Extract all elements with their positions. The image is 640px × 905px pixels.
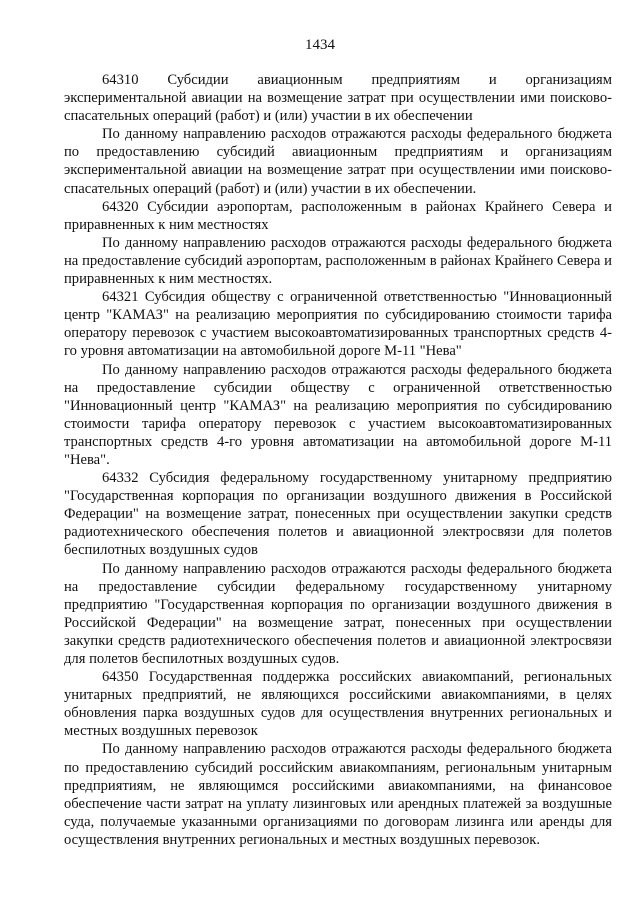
paragraph-64310-title: 64310 Субсидии авиационным предприятиям и организациям экспериментальной авиации на возмещение затрат при осуществлении ими поисково-спасательных операций (работ) и (или) участии в их обеспечении — [64, 72, 612, 125]
document-body — [64, 71, 612, 849]
paragraph-64310-description: По данному направлению расходов отражаются расходы федерального бюджета по предоставлению субсидий авиационным предприятиям и организациям экспериментальной авиации на возмещение затрат при осуществлении ими поисково-спасательных операций (работ) и (или) участии в их обеспечении. — [64, 126, 612, 197]
page-number: 1434 — [305, 37, 335, 53]
paragraph-64321-description: По данному направлению расходов отражаются расходы федерального бюджета на предоставление субсидии обществу с ограниченной ответственностью "Инновационный центр "КАМАЗ" на реализацию мероприятия по субсидированию стоимости тарифа оператору перевозок с участием высокоавтоматизированных транспортных средств 4-го уровня автоматизации на автомобильной дороге М-11 "Нева". — [64, 361, 612, 468]
paragraph-64332-description: По данному направлению расходов отражаются расходы федерального бюджета на предоставление субсидии федеральному государственному унитарному предприятию "Государственная корпорация по организации воздушного движения в Российской Федерации" на возмещение затрат, понесенных при осуществлении закупки средств радиотехнического обеспечения полетов и авиационной электросвязи для полетов беспилотных воздушных судов. — [64, 560, 612, 667]
paragraph-64332-title: 64332 Субсидия федеральному государственному унитарному предприятию "Государственная корпорация по организации воздушного движения в Российской Федерации" на возмещение затрат, понесенных при осуществлении закупки средств радиотехнического обеспечения полетов и авиационной электросвязи для полетов беспилотных воздушных судов — [64, 470, 612, 559]
paragraph-64320-description: По данному направлению расходов отражаются расходы федерального бюджета на предоставление субсидий аэропортам, расположенным в районах Крайнего Севера и приравненных к ним местностях. — [64, 234, 612, 288]
paragraph-64321-title: 64321 Субсидия обществу с ограниченной ответственностью "Инновационный центр "КАМАЗ" на реализацию мероприятия по субсидированию стоимости тарифа оператору перевозок с участием высокоавтоматизированных транспортных средств 4-го уровня автоматизации на автомобильной дороге М-11 "Нева" — [64, 289, 612, 360]
paragraph-64350-title: 64350 Государственная поддержка российских авиакомпаний, региональных унитарных предприятий, не являющихся российскими авиакомпаниями, в целях обновления парка воздушных судов для осуществления внутренних региональных и местных воздушных перевозок — [64, 669, 612, 740]
paragraph-64350-description: По данному направлению расходов отражаются расходы федерального бюджета по предоставлению субсидий российским авиакомпаниям, региональным унитарным предприятиям, не являющимся российскими авиакомпаниями, на финансовое обеспечение части затрат на уплату лизинговых или арендных платежей за воздушные суда, получаемые указанными организациями по договорам лизинга или аренды для осуществления внутренних региональных и местных воздушных перевозок. — [64, 741, 612, 848]
paragraph-64320-title: 64320 Субсидии аэропортам, расположенным в районах Крайнего Севера и приравненных к ним местностях — [64, 198, 612, 233]
